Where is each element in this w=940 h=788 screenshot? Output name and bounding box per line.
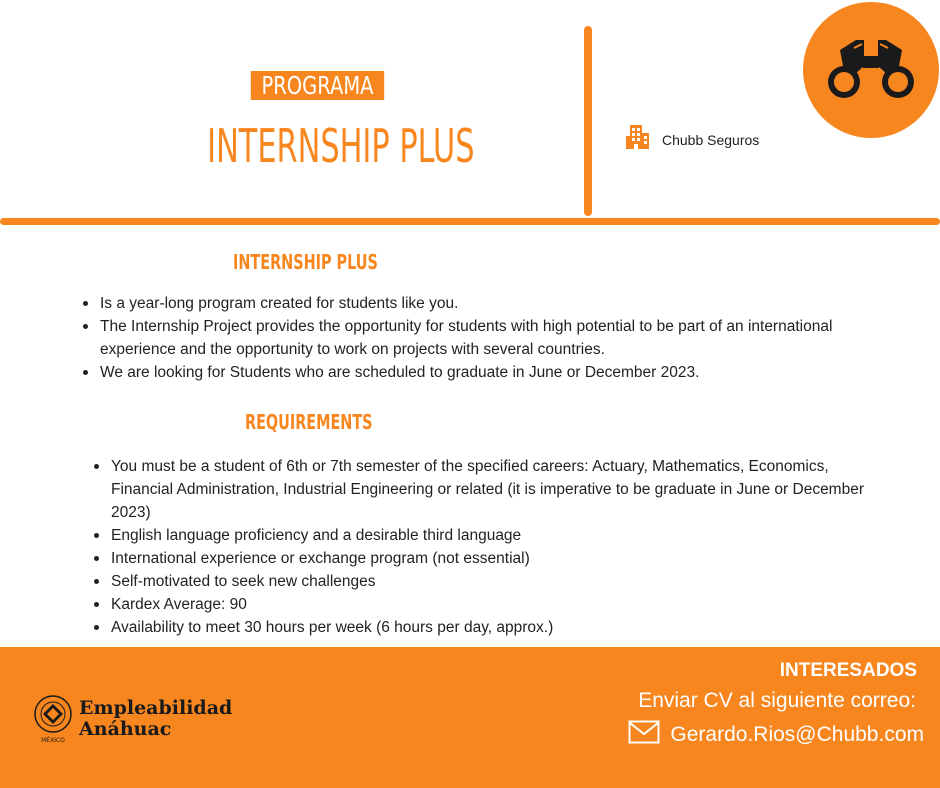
program-badge: PROGRAMA <box>251 71 384 100</box>
horizontal-divider <box>0 218 940 225</box>
email-address[interactable]: Gerardo.Rios@Chubb.com <box>670 723 924 746</box>
contact-footer <box>0 647 940 788</box>
section-heading-internship: INTERNSHIP PLUS <box>233 250 378 274</box>
list-item: The Internship Project provides the opportunity for students with high potential to be part of an international experience and the opportunity to work on projects with several countries. <box>80 315 840 361</box>
email-row[interactable] <box>628 720 924 750</box>
send-cv-text: Enviar CV al siguiente correo: <box>638 689 916 712</box>
list-item: You must be a student of 6th or 7th semester of the specified careers: Actuary, Mathematics, Economics, Financial Administration, Industrial Engineering or related (it is imperative to be graduate in June or December 2023) <box>91 455 881 524</box>
list-item: English language proficiency and a desirable third language <box>91 524 881 547</box>
binoculars-badge <box>803 2 939 138</box>
company-info <box>626 124 759 155</box>
list-item: Is a year-long program created for students like you. <box>80 292 840 315</box>
mail-icon <box>628 720 660 750</box>
list-item: Kardex Average: 90 <box>91 593 881 616</box>
binoculars-icon <box>826 36 916 105</box>
list-item: We are looking for Students who are scheduled to graduate in June or December 2023. <box>80 361 840 384</box>
list-item: Self-motivated to seek new challenges <box>91 570 881 593</box>
interested-heading: INTERESADOS <box>779 660 917 681</box>
page-title: INTERNSHIP PLUS <box>207 119 475 173</box>
logo-line-2: Anáhuac <box>79 718 172 740</box>
vertical-divider <box>584 26 592 216</box>
logo-country: MÉXICO <box>41 737 65 744</box>
requirements-list <box>91 455 881 639</box>
section-heading-requirements: REQUIREMENTS <box>245 410 373 434</box>
list-item: International experience or exchange program (not essential) <box>91 547 881 570</box>
company-name: Chubb Seguros <box>662 131 760 148</box>
logo-line-1: Empleabilidad <box>79 697 233 719</box>
building-icon <box>626 124 650 155</box>
internship-list <box>80 292 840 384</box>
university-seal-icon <box>33 694 73 744</box>
list-item: Availability to meet 30 hours per week (6 hours per day, approx.) <box>91 616 881 639</box>
anahuac-logo <box>33 694 232 744</box>
